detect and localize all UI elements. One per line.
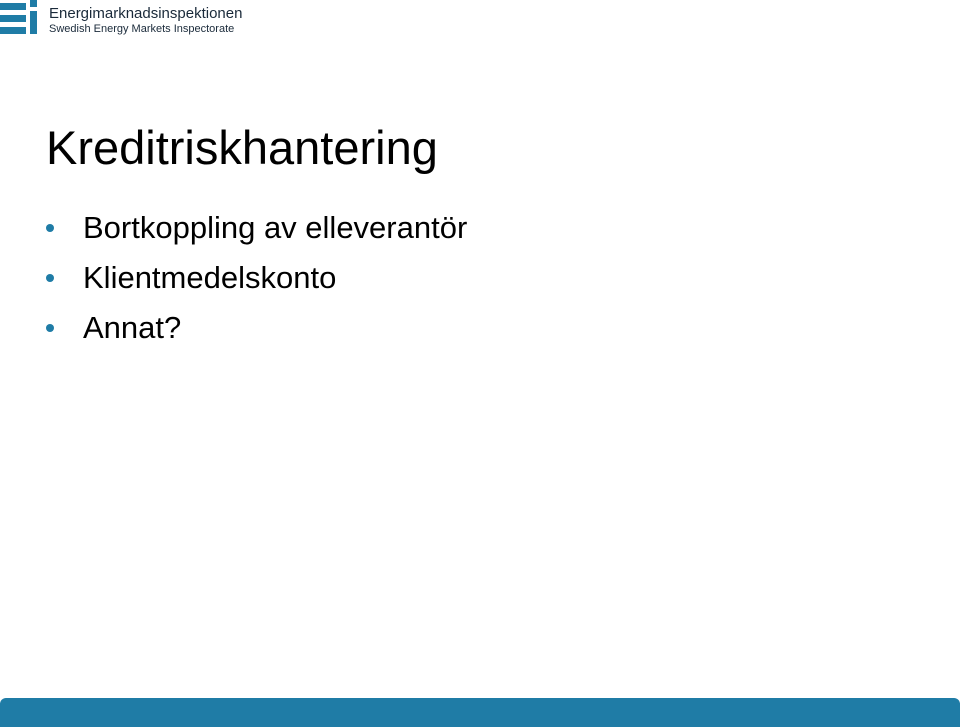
bullet-icon bbox=[46, 324, 54, 332]
bullet-item bbox=[46, 303, 467, 353]
bullet-item bbox=[46, 203, 467, 253]
bullet-icon bbox=[46, 224, 54, 232]
organization-logo bbox=[0, 0, 260, 40]
footer-bar bbox=[0, 698, 960, 727]
bullet-text: Klientmedelskonto bbox=[83, 260, 337, 295]
logo-subtitle: Swedish Energy Markets Inspectorate bbox=[49, 23, 235, 35]
slide-title: Kreditriskhantering bbox=[46, 121, 438, 174]
bullet-text: Annat? bbox=[83, 310, 182, 345]
ei-logo-icon bbox=[0, 0, 40, 38]
bullet-item bbox=[46, 253, 467, 303]
bullet-icon bbox=[46, 274, 54, 282]
bullet-list bbox=[46, 203, 467, 353]
logo-name: Energimarknadsinspektionen bbox=[49, 5, 243, 22]
bullet-text: Bortkoppling av elleverantör bbox=[83, 210, 468, 245]
